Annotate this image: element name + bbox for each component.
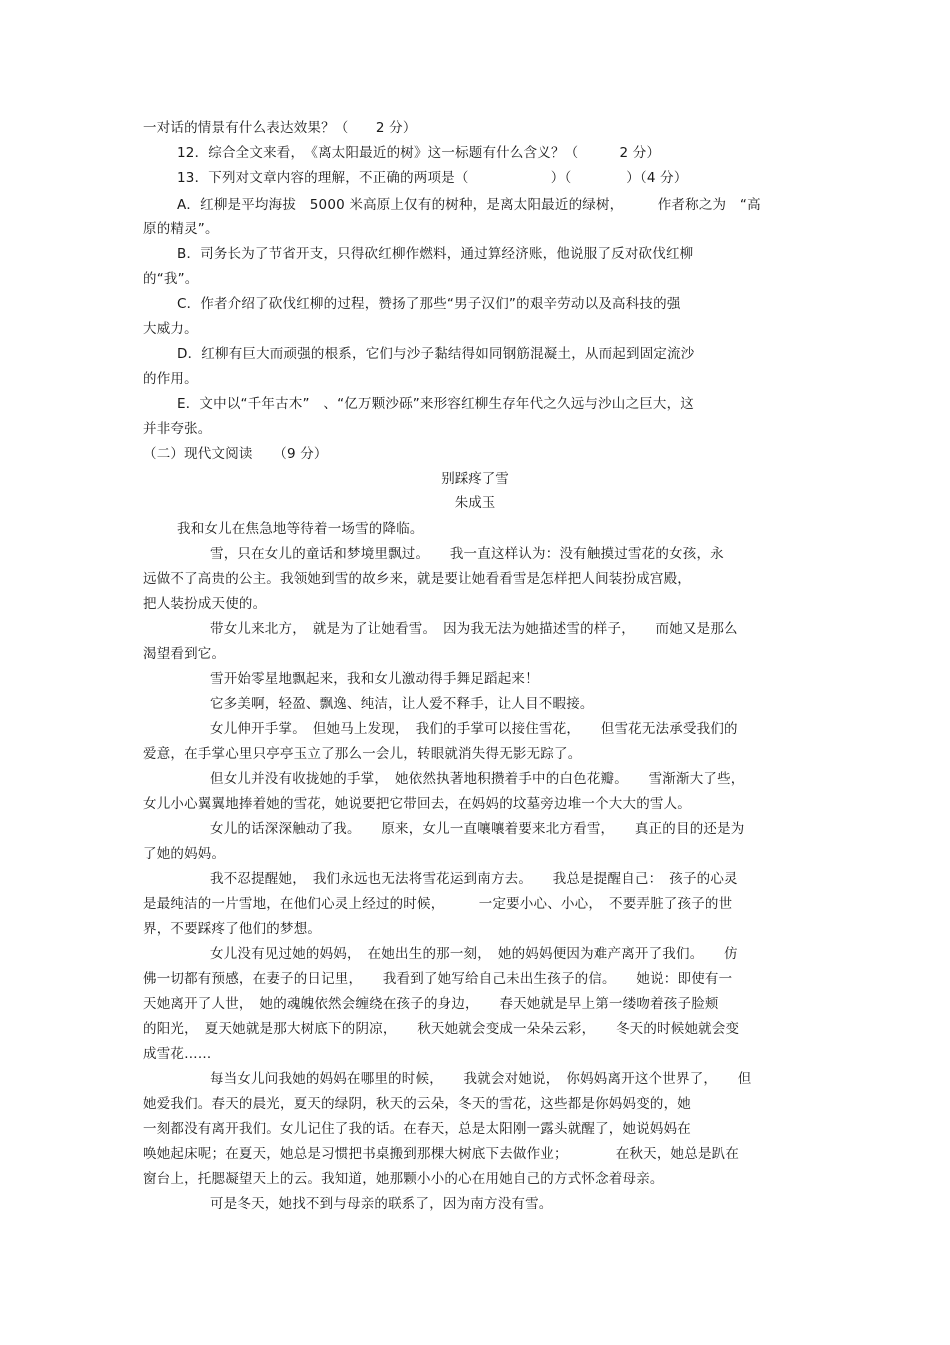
passage-line: 天她离开了人世， 她的魂魄依然会缠绕在孩子的身边， 春天她就是早上第一缕吻着孩子脸颊 <box>143 996 719 1012</box>
passage-line: 界，不要踩疼了他们的梦想。 <box>143 921 322 937</box>
passage-line: 雪，只在女儿的童话和梦境里飘过。 我一直这样认为：没有触摸过雪花的女孩，永 <box>210 546 724 562</box>
passage-line: 女儿的话深深触动了我。 原来，女儿一直嚷嚷着要来北方看雪， 真正的目的还是为 <box>210 821 745 837</box>
question-13: 13．下列对文章内容的理解，不正确的两项是（ ）（ ）（4 分） <box>177 170 688 186</box>
option-c-line-1: C．作者介绍了砍伐红柳的过程，赞扬了那些“男子汉们”的艰辛劳动以及高科技的强 <box>177 296 681 312</box>
passage-line: 它多美啊，轻盈、飘逸、纯洁，让人爱不释手，让人目不暇接。 <box>210 696 594 712</box>
option-d-line-2: 的作用。 <box>143 371 198 387</box>
passage-line: 远做不了高贵的公主。我领她到雪的故乡来，就是要让她看看雪是怎样把人间装扮成宫殿， <box>143 571 691 587</box>
option-e-line-1: E．文中以“千年古木” 、“亿万颗沙砾”来形容红柳生存年代之久远与沙山之巨大，这 <box>177 396 695 412</box>
option-d-line-1: D．红柳有巨大而顽强的根系，它们与沙子黏结得如同钢筋混凝土，从而起到固定流沙 <box>177 346 695 362</box>
option-b-line-2: 的“我”。 <box>143 271 199 287</box>
passage-line: 是最纯洁的一片雪地，在他们心灵上经过的时候， 一定要小心、小心， 不要弄脏了孩子的世 <box>143 896 733 912</box>
passage-line: 女儿小心翼翼地捧着她的雪花，她说要把它带回去，在妈妈的坟墓旁边堆一个大大的雪人。 <box>143 796 691 812</box>
passage-line: 唤她起床呢；在夏天，她总是习惯把书桌搬到那棵大树底下去做作业； 在秋天，她总是趴在 <box>143 1146 740 1162</box>
passage-line: 每当女儿问我她的妈妈在哪里的时候， 我就会对她说， 你妈妈离开这个世界了， 但 <box>210 1071 752 1087</box>
passage-line: 我不忍提醒她， 我们永远也无法将雪花运到南方去。 我总是提醒自己： 孩子的心灵 <box>210 871 738 887</box>
passage-line: 了她的妈妈。 <box>143 846 226 862</box>
passage-line: 我和女儿在焦急地等待着一场雪的降临。 <box>177 521 424 537</box>
passage-line: 但女儿并没有收拢她的手掌， 她依然执著地积攒着手中的白色花瓣。 雪渐渐大了些， <box>210 771 745 787</box>
passage-line: 窗台上，托腮凝望天上的云。我知道，她那颗小小的心在用她自己的方式怀念着母亲。 <box>143 1171 664 1187</box>
passage-line: 女儿没有见过她的妈妈， 在她出生的那一刻， 她的妈妈便因为难产离开了我们。 仿 <box>210 946 738 962</box>
article-title: 别踩疼了雪 <box>441 471 509 487</box>
passage-line: 渴望看到它。 <box>143 646 226 662</box>
option-b-line-1: B．司务长为了节省开支，只得砍红柳作燃料，通过算经济账，他说服了反对砍伐红柳 <box>177 246 694 262</box>
passage-line: 雪开始零星地飘起来，我和女儿激动得手舞足蹈起来！ <box>210 671 539 687</box>
passage-line: 佛一切都有预感，在妻子的日记里， 我看到了她写给自己未出生孩子的信。 她说：即使有一 <box>143 971 733 987</box>
option-a-line-2: 原的精灵”。 <box>143 221 219 237</box>
passage-line: 带女儿来北方， 就是为了让她看雪。 因为我无法为她描述雪的样子， 而她又是那么 <box>210 621 738 637</box>
option-c-line-2: 大威力。 <box>143 321 198 337</box>
section-heading: （二）现代文阅读 （9 分） <box>143 446 328 462</box>
question-12: 12．综合全文来看， 《离太阳最近的树》这一标题有什么含义？（ 2 分） <box>177 145 661 161</box>
passage-line: 一刻都没有离开我们。女儿记住了我的话。在春天，总是太阳刚一露头就醒了，她说妈妈在 <box>143 1121 691 1137</box>
passage-line: 把人装扮成天使的。 <box>143 596 267 612</box>
passage-line: 女儿伸开手掌。 但她马上发现， 我们的手掌可以接住雪花， 但雪花无法承受我们的 <box>210 721 738 737</box>
passage-line: 爱意，在手掌心里只亭亭玉立了那么一会儿，转眼就消失得无影无踪了。 <box>143 746 582 762</box>
option-a-line-1: A．红柳是平均海拔 5000 米高原上仅有的树种，是离太阳最近的绿树， 作者称之为 “高 <box>177 197 761 213</box>
passage-line: 她爱我们。春天的晨光，夏天的绿阴，秋天的云朵，冬天的雪花，这些都是你妈妈变的，她 <box>143 1096 691 1112</box>
passage-line: 成雪花…… <box>143 1046 212 1062</box>
article-author: 朱成玉 <box>454 495 496 511</box>
passage-line: 可是冬天，她找不到与母亲的联系了，因为南方没有雪。 <box>210 1196 553 1212</box>
option-e-line-2: 并非夸张。 <box>143 421 212 437</box>
question-11-tail: 一对话的情景有什么表达效果？（ 2 分） <box>143 120 417 136</box>
passage-line: 的阳光， 夏天她就是那大树底下的阴凉， 秋天她就会变成一朵朵云彩， 冬天的时候她就会变 <box>143 1021 740 1037</box>
